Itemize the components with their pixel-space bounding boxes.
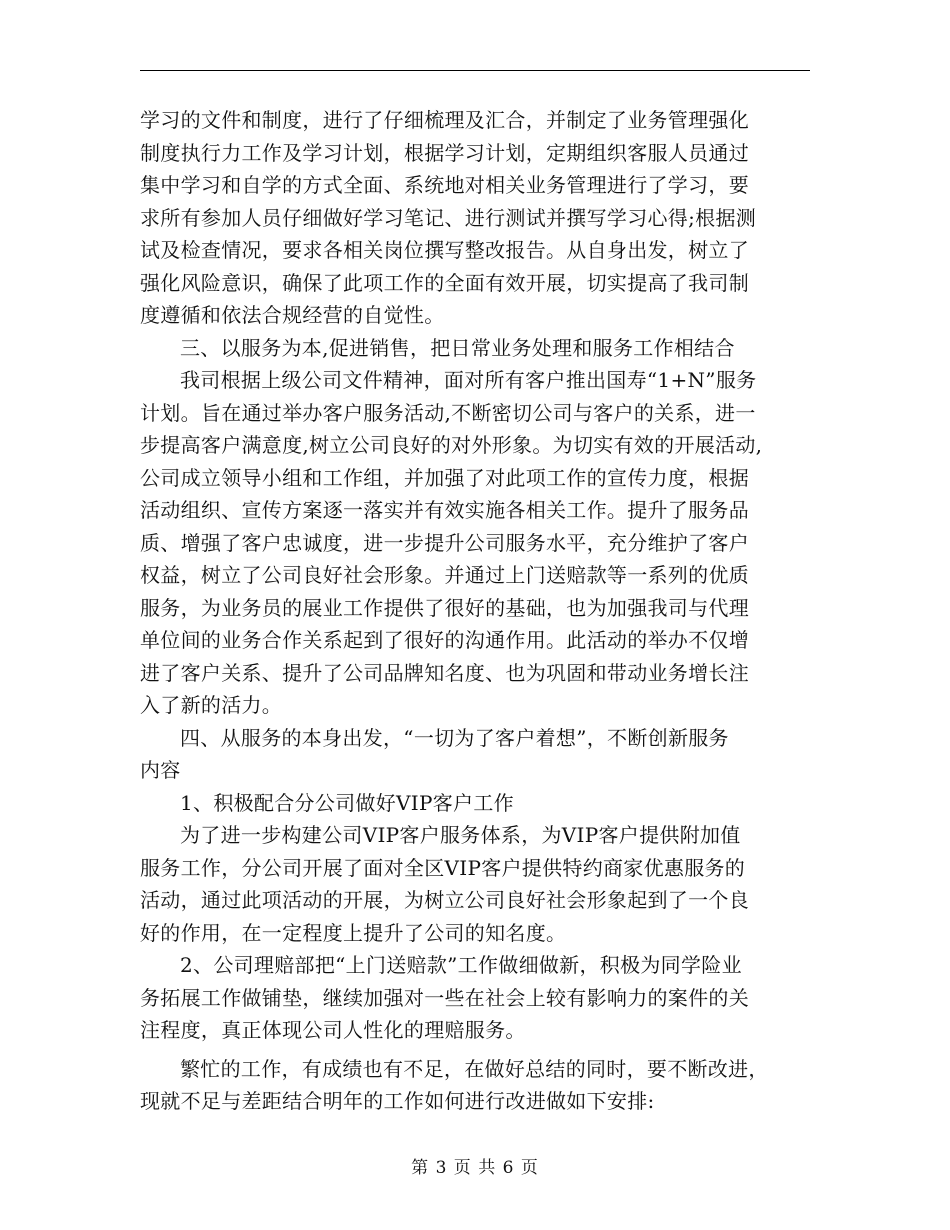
text-line: 活动组织、宣传方案逐一落实并有效实施各相关工作。提升了服务品 xyxy=(140,498,749,522)
text-line: 活动，通过此项活动的开展，为树立公司良好社会形象起到了一个良 xyxy=(140,888,749,912)
text-line: 质、增强了客户忠诚度，进一步提升公司服务水平，充分维护了客户 xyxy=(140,530,749,555)
text-line: 好的作用，在一定程度上提升了公司的知名度。 xyxy=(140,920,567,945)
text-line: 为了进一步构建公司VIP客户服务体系，为VIP客户提供附加值 xyxy=(180,823,741,847)
text-line: 务拓展工作做铺垫，继续加强对一些在社会上较有影响力的案件的关 xyxy=(140,985,749,1010)
section-heading-continued: 内容 xyxy=(140,758,181,782)
text-line: 繁忙的工作，有成绩也有不足，在做好总结的同时，要不断改进， xyxy=(180,1056,769,1081)
section-heading: 四、从服务的本身出发，“一切为了客户着想”，不断创新服务 xyxy=(180,725,729,750)
text-line: 单位间的业务合作关系起到了很好的沟通作用。此活动的举办不仅增 xyxy=(140,628,749,652)
text-line: 服务工作，分公司开展了面对全区VIP客户提供特约商家优惠服务的 xyxy=(140,855,746,880)
text-line: 权益，树立了公司良好社会形象。并通过上门送赔款等一系列的优质 xyxy=(140,563,749,587)
text-line: 我司根据上级公司文件精神，面对所有客户推出国寿“1+N”服务 xyxy=(180,368,757,392)
text-line: 集中学习和自学的方式全面、系统地对相关业务管理进行了学习，要 xyxy=(140,173,749,197)
subsection-heading: 2、公司理赔部把“上门送赔款”工作做细做新，积极为同学险业 xyxy=(180,953,742,977)
text-line: 进了客户关系、提升了公司品牌知名度、也为巩固和带动业务增长注 xyxy=(140,660,749,685)
text-line: 公司成立领导小组和工作组，并加强了对此项工作的宣传力度，根据 xyxy=(140,465,749,490)
text-line: 制度执行力工作及学习计划，根据学习计划，定期组织客服人员通过 xyxy=(140,140,749,165)
subsection-heading: 1、积极配合分公司做好VIP客户工作 xyxy=(180,790,514,815)
text-line: 计划。旨在通过举办客户服务活动,不断密切公司与客户的关系，进一 xyxy=(140,400,756,425)
text-line: 试及检查情况，要求各相关岗位撰写整改报告。从自身出发，树立了 xyxy=(140,238,749,262)
header-rule xyxy=(140,70,810,71)
text-line: 步提高客户满意度,树立公司良好的对外形象。为切实有效的开展活动, xyxy=(140,433,763,457)
text-line: 注程度，真正体现公司人性化的理赔服务。 xyxy=(140,1018,526,1042)
section-heading: 三、以服务为本,促进销售，把日常业务处理和服务工作相结合 xyxy=(180,335,735,360)
text-line: 入了新的活力。 xyxy=(140,693,283,717)
text-line: 服务，为业务员的展业工作提供了很好的基础，也为加强我司与代理 xyxy=(140,595,749,620)
document-body xyxy=(140,104,815,1118)
text-line: 现就不足与差距结合明年的工作如何进行改进做如下安排: xyxy=(140,1089,655,1113)
text-line: 学习的文件和制度，进行了仔细梳理及汇合，并制定了业务管理强化 xyxy=(140,108,749,132)
text-line: 强化风险意识，确保了此项工作的全面有效开展，切实提高了我司制 xyxy=(140,270,749,295)
page-number-footer: 第 3 页 共 6 页 xyxy=(411,1158,539,1178)
text-line: 度遵循和依法合规经营的自觉性。 xyxy=(140,303,445,327)
text-line: 求所有参加人员仔细做好学习笔记、进行测试并撰写学习心得;根据测 xyxy=(140,205,757,230)
